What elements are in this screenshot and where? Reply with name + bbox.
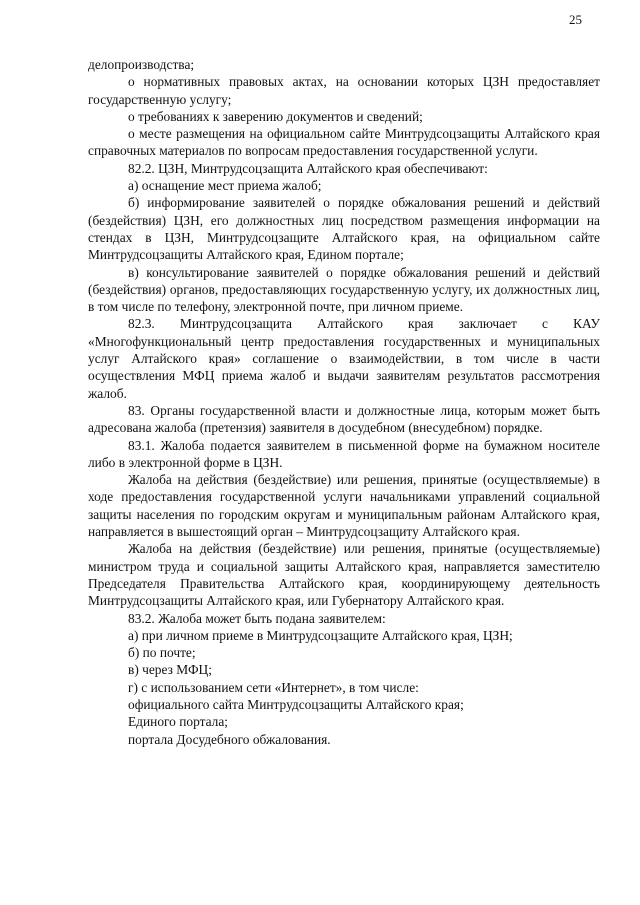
- list-item: в) через МФЦ;: [128, 662, 212, 678]
- document-body: [88, 56, 600, 748]
- section-83-2: 83.2. Жалоба может быть подана заявителем:: [128, 610, 386, 626]
- section-heading-82-2: 82.2. ЦЗН, Минтрудсоцзащита Алтайского края обеспечивают:: [128, 160, 488, 176]
- list-item: а) при личном приеме в Минтрудсоцзащите Алтайского края, ЦЗН;: [128, 627, 513, 643]
- list-item: б) информирование заявителей о порядке обжалования решений и действий (бездействия) ЦЗН, его должностных лиц посредством размещения информации на стендах в ЦЗН, Минтрудсоцзащите Алтайского края, на официальном сайте Минтрудсоцзащиты Алтайского края, Едином портале;: [88, 195, 600, 263]
- list-item: Единого портала;: [128, 714, 229, 730]
- section-83: 83. Органы государственной власти и должностные лица, которым может быть адресована жалоба (претензия) заявителя в досудебном (внесудебном) порядке.: [88, 402, 600, 436]
- paragraph: Жалоба на действия (бездействие) или решения, принятые (осуществляемые) в ходе предоставления государственной услуги начальниками управлений социальной защиты населения по городским округам и муниципальным районам Алтайского края, направляется в вышестоящий орган – Минтрудсоцзащиту Алтайского края.: [88, 472, 600, 540]
- list-item: а) оснащение мест приема жалоб;: [128, 178, 322, 194]
- list-item: официального сайта Минтрудсоцзащиты Алтайского края;: [128, 696, 464, 712]
- paragraph: о месте размещения на официальном сайте Минтрудсоцзащиты Алтайского края справочных материалов по вопросам предоставления государственной услуги.: [88, 126, 600, 159]
- list-item: в) консультирование заявителей о порядке обжалования решений и действий (бездействия) органов, предоставляющих государственную услугу, их должностных лиц, в том числе по телефону, электронной почте, при личном приеме.: [88, 264, 600, 315]
- page-number: 25: [569, 12, 582, 27]
- section-83-1: 83.1. Жалоба подается заявителем в письменной форме на бумажном носителе либо в электронной форме в ЦЗН.: [88, 437, 600, 470]
- list-item: г) с использованием сети «Интернет», в том числе:: [128, 679, 419, 695]
- paragraph: о требованиях к заверению документов и сведений;: [128, 108, 423, 124]
- paragraph: о нормативных правовых актах, на основании которых ЦЗН предоставляет государственную услугу;: [88, 74, 600, 107]
- list-item: б) по почте;: [128, 645, 196, 661]
- section-82-3: 82.3. Минтрудсоцзащита Алтайского края заключает с КАУ «Многофункциональный центр предоставления государственных и муниципальных услуг Алтайского края» соглашение о взаимодействии, в том числе в части осуществления МФЦ приема жалоб и выдачи заявителям результатов рассмотрения жалоб.: [88, 316, 600, 401]
- paragraph: делопроизводства;: [88, 57, 195, 72]
- list-item: портала Досудебного обжалования.: [128, 731, 331, 747]
- paragraph: Жалоба на действия (бездействие) или решения, принятые (осуществляемые) министром труда и социальной защиты Алтайского края, направляется заместителю Председателя Правительства Алтайского края, координирующему деятельность Минтрудсоцзащиты Алтайского края, или Губернатору Алтайского края.: [88, 541, 600, 609]
